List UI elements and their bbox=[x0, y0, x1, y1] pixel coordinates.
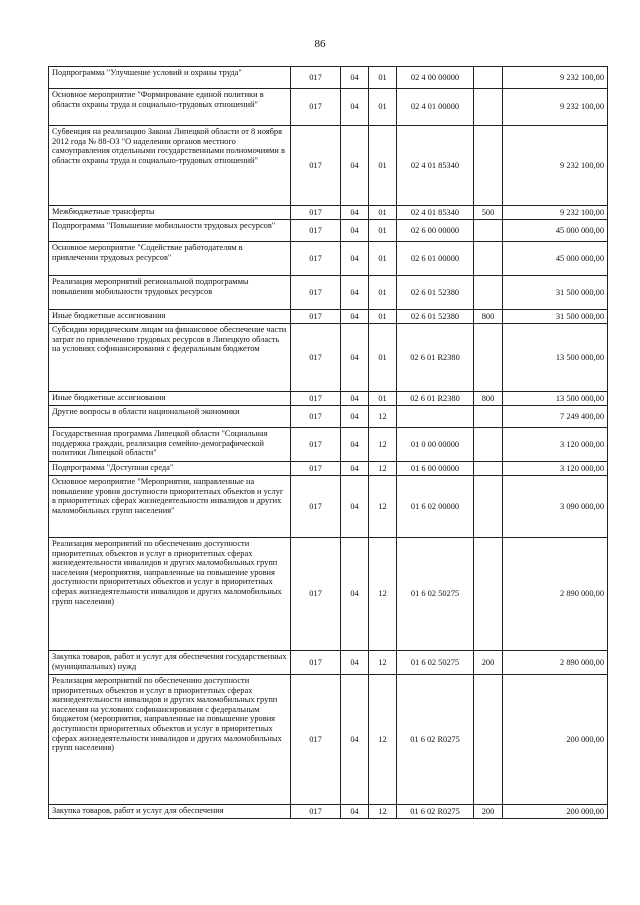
row-name: Основное мероприятие "Содействие работодателям в привлечении трудовых ресурсов" bbox=[49, 242, 291, 276]
row-amount: 3 120 000,00 bbox=[503, 428, 608, 462]
table-row bbox=[49, 67, 608, 89]
row-target-code: 02 6 01 00000 bbox=[397, 242, 474, 276]
row-expense-type bbox=[474, 89, 503, 126]
row-target-code: 02 6 01 R2380 bbox=[397, 324, 474, 392]
row-amount: 45 000 000,00 bbox=[503, 242, 608, 276]
row-amount: 2 890 000,00 bbox=[503, 538, 608, 651]
table-row bbox=[49, 805, 608, 819]
row-target-code: 02 4 01 85340 bbox=[397, 206, 474, 220]
row-admin-code: 017 bbox=[291, 206, 341, 220]
row-target-code: 01 6 00 00000 bbox=[397, 462, 474, 476]
row-admin-code: 017 bbox=[291, 462, 341, 476]
row-subsection: 12 bbox=[369, 462, 397, 476]
row-name: Закупка товаров, работ и услуг для обеспечения государственных (муниципальных) нужд bbox=[49, 651, 291, 675]
row-section: 04 bbox=[341, 462, 369, 476]
row-admin-code: 017 bbox=[291, 310, 341, 324]
row-admin-code: 017 bbox=[291, 476, 341, 538]
row-expense-type: 800 bbox=[474, 392, 503, 406]
row-admin-code: 017 bbox=[291, 67, 341, 89]
row-section: 04 bbox=[341, 805, 369, 819]
row-section: 04 bbox=[341, 428, 369, 462]
row-target-code: 01 0 00 00000 bbox=[397, 428, 474, 462]
row-target-code: 01 6 02 50275 bbox=[397, 651, 474, 675]
table-row bbox=[49, 126, 608, 206]
row-section: 04 bbox=[341, 67, 369, 89]
row-name: Субсидии юридическим лицам на финансовое обеспечение части затрат по привлечению трудовых ресурсов в Липецкую область на условиях софинансирования с федеральным бюджетом bbox=[49, 324, 291, 392]
table-row bbox=[49, 675, 608, 805]
table-row bbox=[49, 651, 608, 675]
row-subsection: 12 bbox=[369, 651, 397, 675]
row-amount: 7 249 400,00 bbox=[503, 406, 608, 428]
table-row bbox=[49, 276, 608, 310]
row-expense-type: 200 bbox=[474, 805, 503, 819]
row-name: Субвенция на реализацию Закона Липецкой области от 8 ноября 2012 года № 88-ОЗ "О наделении органов местного самоуправления отдельными государственными полномочиями в области охраны труда и социально-трудовых отношений" bbox=[49, 126, 291, 206]
table-row bbox=[49, 538, 608, 651]
row-target-code: 02 4 01 85340 bbox=[397, 126, 474, 206]
row-subsection: 01 bbox=[369, 220, 397, 242]
row-section: 04 bbox=[341, 324, 369, 392]
row-name: Межбюджетные трансферты bbox=[49, 206, 291, 220]
row-name: Основное мероприятие "Формирование единой политики в области охраны труда и социально-трудовых отношений" bbox=[49, 89, 291, 126]
row-name: Подпрограмма "Улучшение условий и охраны труда" bbox=[49, 67, 291, 89]
row-expense-type bbox=[474, 406, 503, 428]
row-expense-type bbox=[474, 276, 503, 310]
page-number: 86 bbox=[314, 38, 326, 50]
row-target-code: 02 6 00 00000 bbox=[397, 220, 474, 242]
row-amount: 2 890 000,00 bbox=[503, 651, 608, 675]
row-subsection: 12 bbox=[369, 428, 397, 462]
budget-table-body bbox=[49, 67, 608, 819]
row-name: Основное мероприятие "Мероприятия, направленные на повышение уровня доступности приоритетных объектов и услуг в приоритетных сферах жизнедеятельности инвалидов и других маломобильных групп населения" bbox=[49, 476, 291, 538]
row-expense-type bbox=[474, 462, 503, 476]
row-amount: 45 000 000,00 bbox=[503, 220, 608, 242]
row-section: 04 bbox=[341, 651, 369, 675]
row-expense-type bbox=[474, 126, 503, 206]
row-target-code: 02 4 01 00000 bbox=[397, 89, 474, 126]
table-row bbox=[49, 428, 608, 462]
row-subsection: 12 bbox=[369, 538, 397, 651]
row-amount: 200 000,00 bbox=[503, 805, 608, 819]
row-name: Подпрограмма "Повышение мобильности трудовых ресурсов" bbox=[49, 220, 291, 242]
row-amount: 31 500 000,00 bbox=[503, 276, 608, 310]
table-row bbox=[49, 392, 608, 406]
row-admin-code: 017 bbox=[291, 392, 341, 406]
row-admin-code: 017 bbox=[291, 428, 341, 462]
row-amount: 3 090 000,00 bbox=[503, 476, 608, 538]
row-admin-code: 017 bbox=[291, 242, 341, 276]
row-name: Реализация мероприятий по обеспечению доступности приоритетных объектов и услуг в приоритетных сферах жизнедеятельности инвалидов и других маломобильных групп населения (мероприятия, направленные на повышение уровня доступности приоритетных объектов и услуг в приоритетных сферах жизнедеятельности инвалидов и других маломобильных групп населения) bbox=[49, 538, 291, 651]
table-row bbox=[49, 220, 608, 242]
row-section: 04 bbox=[341, 89, 369, 126]
row-name: Иные бюджетные ассигнования bbox=[49, 310, 291, 324]
row-amount: 200 000,00 bbox=[503, 675, 608, 805]
row-admin-code: 017 bbox=[291, 406, 341, 428]
row-admin-code: 017 bbox=[291, 89, 341, 126]
row-expense-type bbox=[474, 476, 503, 538]
row-target-code: 02 6 01 52380 bbox=[397, 310, 474, 324]
row-expense-type: 200 bbox=[474, 651, 503, 675]
row-subsection: 01 bbox=[369, 126, 397, 206]
row-expense-type bbox=[474, 538, 503, 651]
row-amount: 9 232 100,00 bbox=[503, 89, 608, 126]
row-subsection: 12 bbox=[369, 805, 397, 819]
row-amount: 9 232 100,00 bbox=[503, 67, 608, 89]
row-subsection: 01 bbox=[369, 276, 397, 310]
row-amount: 3 120 000,00 bbox=[503, 462, 608, 476]
row-target-code: 01 6 02 00000 bbox=[397, 476, 474, 538]
row-admin-code: 017 bbox=[291, 651, 341, 675]
row-section: 04 bbox=[341, 538, 369, 651]
row-name: Подпрограмма "Доступная среда" bbox=[49, 462, 291, 476]
row-section: 04 bbox=[341, 206, 369, 220]
row-expense-type: 500 bbox=[474, 206, 503, 220]
row-name: Реализация мероприятий региональной подпрограммы повышения мобильности трудовых ресурсов bbox=[49, 276, 291, 310]
row-section: 04 bbox=[341, 675, 369, 805]
row-subsection: 12 bbox=[369, 675, 397, 805]
row-subsection: 01 bbox=[369, 392, 397, 406]
row-admin-code: 017 bbox=[291, 126, 341, 206]
row-expense-type bbox=[474, 428, 503, 462]
row-subsection: 01 bbox=[369, 67, 397, 89]
row-subsection: 01 bbox=[369, 310, 397, 324]
row-section: 04 bbox=[341, 406, 369, 428]
row-name: Закупка товаров, работ и услуг для обеспечения bbox=[49, 805, 291, 819]
row-expense-type bbox=[474, 324, 503, 392]
table-row bbox=[49, 310, 608, 324]
row-amount: 13 500 000,00 bbox=[503, 324, 608, 392]
row-name: Государственная программа Липецкой области "Социальная поддержка граждан, реализация семейно-демографической политики Липецкой области" bbox=[49, 428, 291, 462]
row-section: 04 bbox=[341, 276, 369, 310]
row-name: Другие вопросы в области национальной экономики bbox=[49, 406, 291, 428]
row-expense-type bbox=[474, 242, 503, 276]
row-target-code: 02 4 00 00000 bbox=[397, 67, 474, 89]
table-row bbox=[49, 242, 608, 276]
row-target-code: 01 6 02 50275 bbox=[397, 538, 474, 651]
row-expense-type bbox=[474, 220, 503, 242]
table-row bbox=[49, 476, 608, 538]
row-name: Реализация мероприятий по обеспечению доступности приоритетных объектов и услуг в приоритетных сферах жизнедеятельности инвалидов и других маломобильных групп населения на условиях софинансирования с федеральным бюджетом (мероприятия, направленные на повышение уровня доступности приоритетных объектов и услуг в приоритетных сферах жизнедеятельности инвалидов и других маломобильных групп населения) bbox=[49, 675, 291, 805]
row-admin-code: 017 bbox=[291, 276, 341, 310]
row-name: Иные бюджетные ассигнования bbox=[49, 392, 291, 406]
row-subsection: 12 bbox=[369, 406, 397, 428]
row-expense-type bbox=[474, 67, 503, 89]
row-section: 04 bbox=[341, 310, 369, 324]
table-row bbox=[49, 206, 608, 220]
table-row bbox=[49, 406, 608, 428]
row-subsection: 01 bbox=[369, 206, 397, 220]
row-admin-code: 017 bbox=[291, 220, 341, 242]
row-admin-code: 017 bbox=[291, 805, 341, 819]
row-target-code bbox=[397, 406, 474, 428]
table-row bbox=[49, 89, 608, 126]
row-section: 04 bbox=[341, 392, 369, 406]
row-section: 04 bbox=[341, 220, 369, 242]
row-expense-type: 800 bbox=[474, 310, 503, 324]
row-target-code: 02 6 01 52380 bbox=[397, 276, 474, 310]
table-row bbox=[49, 462, 608, 476]
row-subsection: 01 bbox=[369, 242, 397, 276]
row-amount: 31 500 000,00 bbox=[503, 310, 608, 324]
row-admin-code: 017 bbox=[291, 538, 341, 651]
row-expense-type bbox=[474, 675, 503, 805]
row-target-code: 02 6 01 R2380 bbox=[397, 392, 474, 406]
row-subsection: 01 bbox=[369, 89, 397, 126]
row-target-code: 01 6 02 R0275 bbox=[397, 805, 474, 819]
row-admin-code: 017 bbox=[291, 675, 341, 805]
row-target-code: 01 6 02 R0275 bbox=[397, 675, 474, 805]
row-amount: 9 232 100,00 bbox=[503, 206, 608, 220]
row-amount: 13 500 000,00 bbox=[503, 392, 608, 406]
row-subsection: 12 bbox=[369, 476, 397, 538]
budget-table bbox=[48, 66, 608, 819]
row-admin-code: 017 bbox=[291, 324, 341, 392]
row-subsection: 01 bbox=[369, 324, 397, 392]
row-amount: 9 232 100,00 bbox=[503, 126, 608, 206]
row-section: 04 bbox=[341, 476, 369, 538]
table-row bbox=[49, 324, 608, 392]
row-section: 04 bbox=[341, 242, 369, 276]
row-section: 04 bbox=[341, 126, 369, 206]
